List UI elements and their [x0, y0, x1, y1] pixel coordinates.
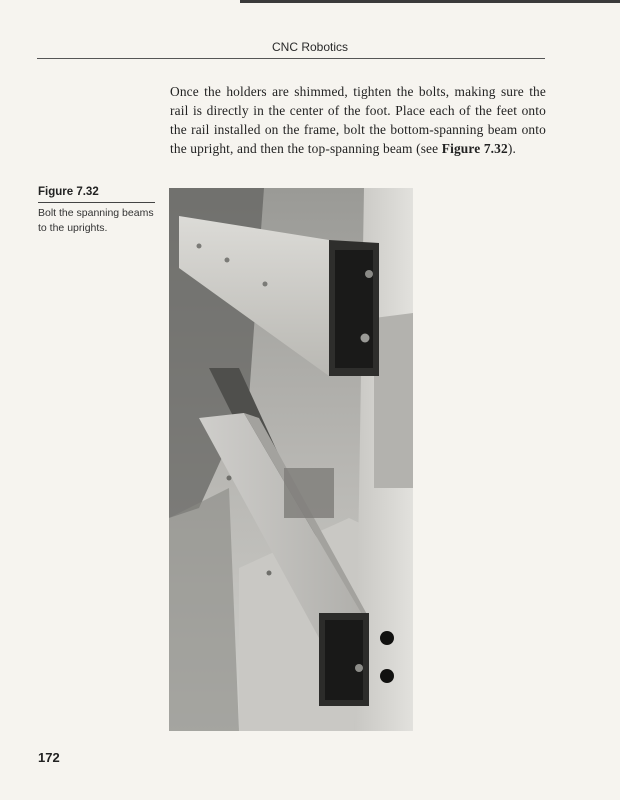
header-rule	[37, 58, 545, 59]
figure-photo	[169, 188, 413, 731]
top-edge-rule	[240, 0, 620, 3]
running-header: CNC Robotics	[271, 40, 349, 54]
top-beam-bolt-b	[225, 258, 230, 263]
figure-label-rule	[38, 202, 155, 203]
paragraph-end: ).	[507, 141, 516, 156]
bottom-beam-bolt-a	[227, 476, 232, 481]
lower-left-shadow	[169, 488, 239, 731]
page-number: 172	[38, 750, 60, 765]
figure-caption: Bolt the spanning beams to the uprights.	[38, 207, 154, 234]
bottom-beam-end-inner	[325, 620, 363, 700]
right-bracket	[374, 313, 413, 488]
figure-reference: Figure 7.32	[441, 141, 508, 156]
bottom-beam-bolt-b	[267, 571, 272, 576]
top-bolt-2	[361, 334, 370, 343]
top-beam-end-inner	[335, 250, 373, 368]
top-bolt-1	[365, 270, 373, 278]
top-beam-bolt-a	[197, 244, 202, 249]
figure-label: Figure 7.32	[38, 186, 99, 198]
body-paragraph	[170, 82, 546, 158]
upright-hole-2	[380, 669, 394, 683]
bottom-bolt	[355, 664, 363, 672]
paragraph-text: Once the holders are shimmed, tighten the bolts, making sure the rail is directly in the center of the foot. Place each of the feet onto the rail installed on the frame, bolt the bottom-spanning beam onto the upright, and then the top-spanning beam (see	[170, 84, 546, 156]
upright-hole-1	[380, 631, 394, 645]
top-beam-bolt-c	[263, 282, 268, 287]
bracket-block	[284, 468, 334, 518]
